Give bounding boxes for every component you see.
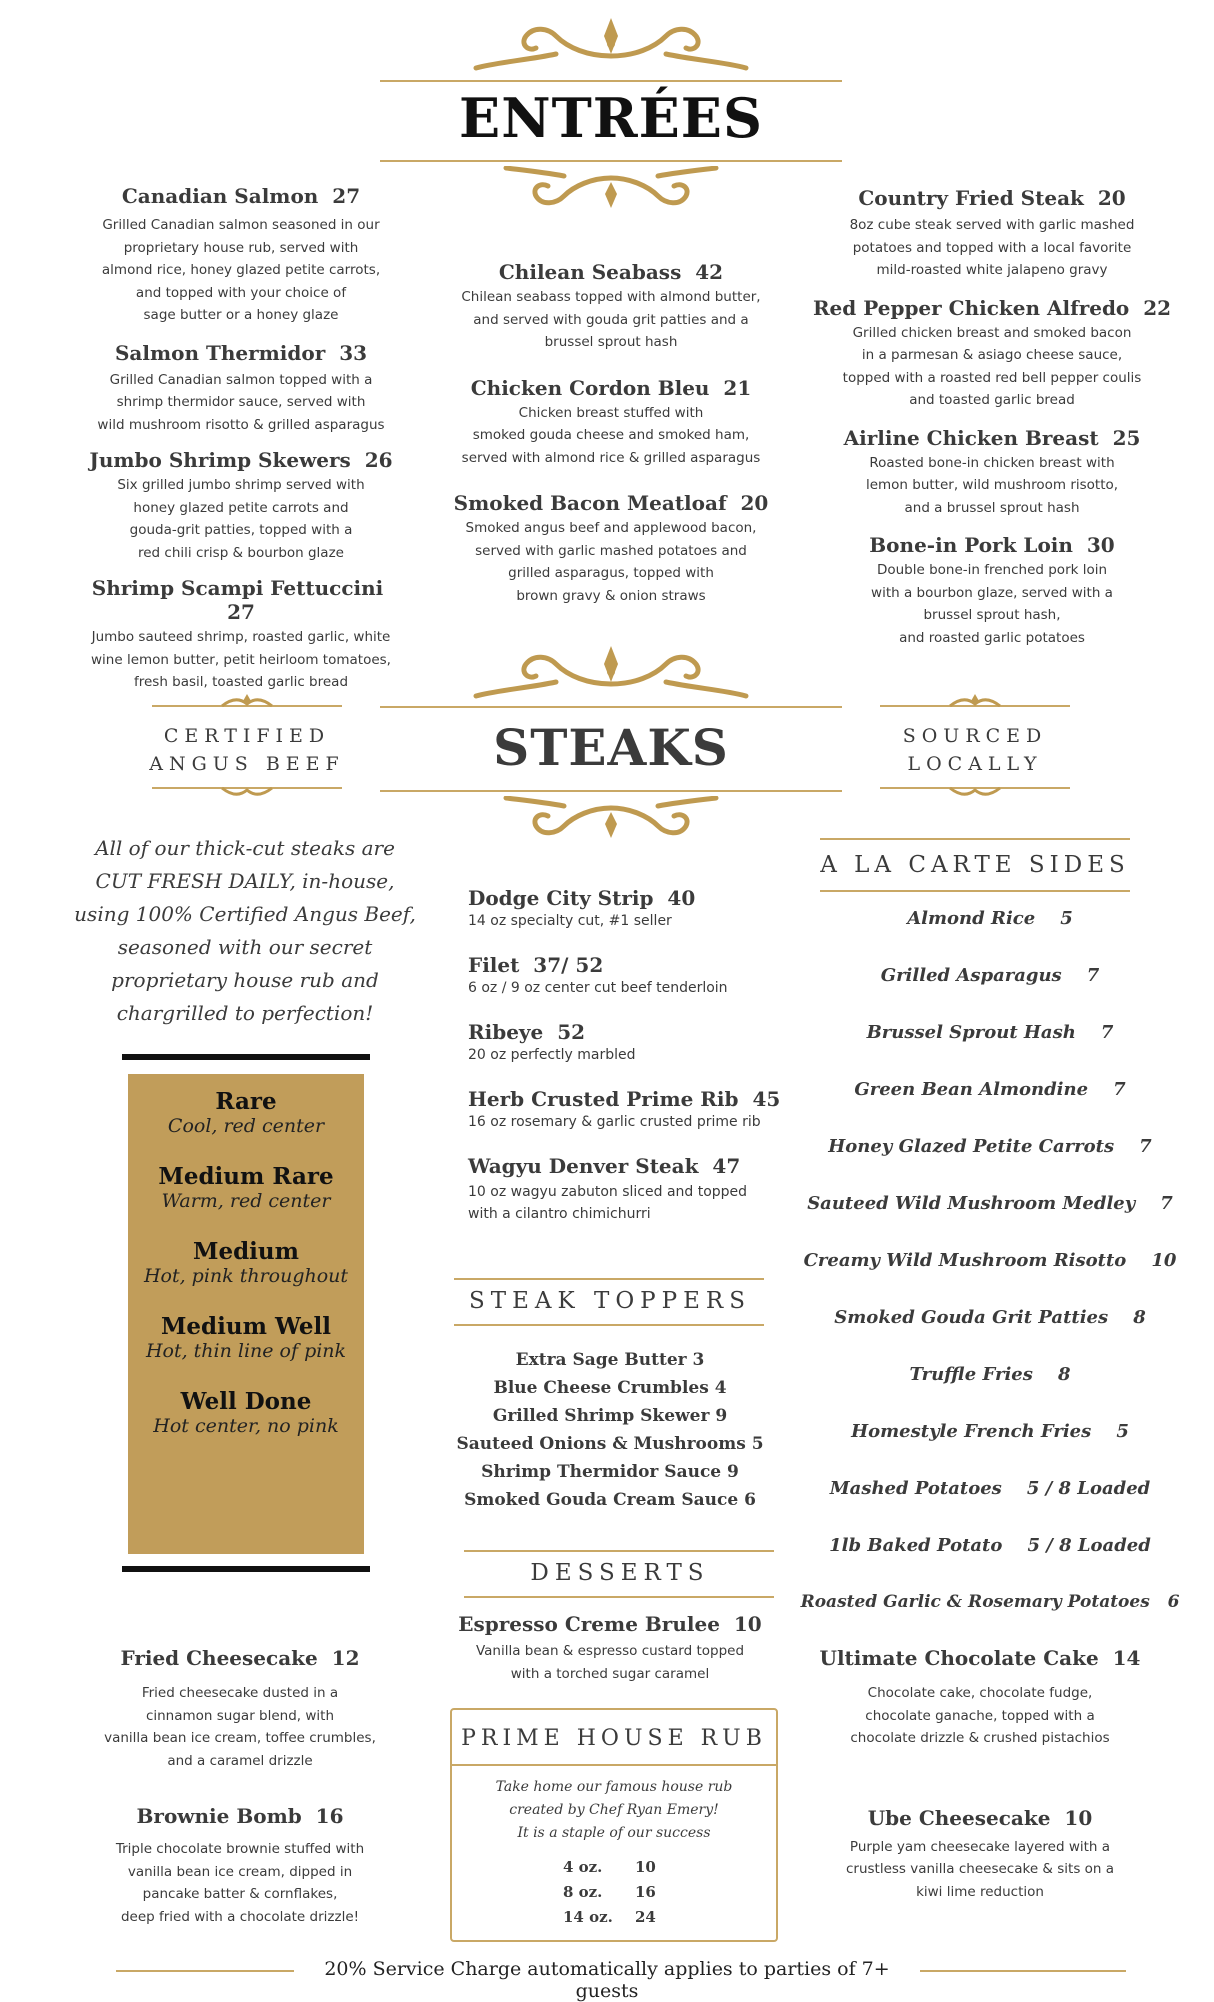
intro-line: using 100% Certified Angus Beef, bbox=[74, 902, 416, 926]
entree-desc-line: gouda-grit patties, topped with a bbox=[129, 522, 353, 538]
entrees-heading: ENTRÉES bbox=[459, 86, 763, 150]
entree-desc-line: brussel sprout hash bbox=[544, 334, 678, 350]
side-price: 5 bbox=[1060, 908, 1073, 929]
side-item bbox=[790, 1079, 1190, 1136]
side-price: 7 bbox=[1100, 1022, 1114, 1043]
steak-name: Dodge City Strip bbox=[468, 886, 654, 910]
side-item bbox=[790, 1421, 1190, 1478]
dessert-desc-line: chocolate ganache, topped with a bbox=[865, 1707, 1095, 1724]
temp-desc: Hot, thin line of pink bbox=[145, 1340, 347, 1362]
temp-item bbox=[128, 1163, 364, 1212]
steak-desc: 6 oz / 9 oz center cut beef tenderloin bbox=[468, 980, 728, 996]
dessert-desc-line: crustless vanilla cheesecake & sits on a bbox=[845, 1861, 1115, 1877]
steak-item bbox=[468, 1087, 788, 1130]
side-name: Smoked Gouda Grit Patties bbox=[834, 1307, 1109, 1328]
entree-item bbox=[80, 341, 402, 437]
entree-item bbox=[446, 260, 776, 354]
badge-right-ornament-bottom-icon bbox=[880, 786, 1070, 800]
rub-size-row bbox=[452, 1855, 776, 1880]
entree-price: 42 bbox=[695, 260, 724, 284]
entree-item bbox=[812, 426, 1172, 520]
dessert-desc-line: vanilla bean ice cream, dipped in bbox=[127, 1863, 353, 1880]
steaks-intro bbox=[70, 832, 420, 1030]
ornament-steaks-bottom-icon bbox=[502, 796, 720, 842]
entree-desc-line: sage butter or a honey glaze bbox=[143, 307, 339, 323]
rub-price: 10 bbox=[635, 1858, 656, 1876]
side-name: Almond Rice bbox=[907, 908, 1036, 929]
rub-size: 4 oz. bbox=[563, 1858, 603, 1876]
side-price: 8 bbox=[1133, 1307, 1146, 1328]
entree-desc-line: Double bone-in frenched pork loin bbox=[876, 562, 1108, 578]
side-price: 7 bbox=[1160, 1193, 1173, 1214]
entree-desc-line: in a parmesan & asiago cheese sauce, bbox=[861, 347, 1123, 363]
rub-size: 8 oz. bbox=[563, 1883, 603, 1901]
entree-desc-line: wild mushroom risotto & grilled asparagus bbox=[97, 416, 385, 433]
entree-desc-line: smoked gouda cheese and smoked ham, bbox=[472, 427, 750, 443]
entrees-right-column bbox=[812, 186, 1172, 649]
rub-line: Take home our famous house rub bbox=[495, 1779, 733, 1795]
entree-desc-line: mild-roasted white jalapeno gravy bbox=[876, 262, 1108, 278]
ornament-bottom-icon bbox=[502, 166, 720, 212]
side-price: 5 / 8 Loaded bbox=[1026, 1478, 1151, 1499]
intro-line: chargrilled to perfection! bbox=[116, 1001, 374, 1025]
rub-price: 24 bbox=[635, 1908, 656, 1926]
badge-line: CERTIFIED bbox=[163, 725, 331, 747]
entree-name: Shrimp Scampi Fettuccini bbox=[91, 576, 384, 600]
toppers-bottom-rule bbox=[454, 1324, 764, 1326]
steak-name: Filet bbox=[468, 953, 520, 977]
steak-desc: 10 oz wagyu zabuton sliced and topped with a cilantro chimichurri bbox=[468, 1184, 748, 1222]
entree-desc-line: topped with a roasted red bell pepper coulis bbox=[842, 369, 1142, 386]
side-item bbox=[790, 1592, 1190, 1649]
dessert-desc-line: vanilla bean ice cream, toffee crumbles, bbox=[104, 1730, 376, 1746]
side-price: 8 bbox=[1057, 1364, 1071, 1385]
entree-desc-line: Six grilled jumbo shrimp served with bbox=[117, 477, 365, 493]
desserts-bottom-rule bbox=[464, 1596, 774, 1598]
side-name: Mashed Potatoes bbox=[829, 1478, 1002, 1499]
side-price: 7 bbox=[1113, 1079, 1126, 1100]
entree-desc-line: wine lemon butter, petit heirloom tomatoes, bbox=[91, 651, 391, 668]
entree-name: Airline Chicken Breast bbox=[843, 425, 1099, 450]
topper-item: Shrimp Thermidor Sauce 9 bbox=[481, 1462, 739, 1482]
steak-price: 40 bbox=[667, 886, 696, 910]
dessert-desc-line: cinnamon sugar blend, with bbox=[145, 1707, 335, 1724]
steak-name: Herb Crusted Prime Rib bbox=[468, 1087, 739, 1111]
side-name: Grilled Asparagus bbox=[880, 965, 1062, 986]
entree-desc-line: Smoked angus beef and applewood bacon, bbox=[465, 520, 757, 536]
entree-desc-line: red chili crisp & bourbon glaze bbox=[138, 544, 344, 561]
footer-rule-right bbox=[920, 1970, 1126, 1972]
steak-item bbox=[468, 886, 788, 929]
temp-item bbox=[128, 1088, 364, 1137]
house-rub-heading: PRIME HOUSE RUB bbox=[452, 1710, 776, 1766]
badge-line: ANGUS BEEF bbox=[149, 753, 345, 775]
side-item bbox=[790, 1193, 1190, 1250]
dessert-price: 14 bbox=[1112, 1646, 1141, 1670]
temp-item bbox=[128, 1388, 364, 1437]
badge-left-ornament-icon bbox=[152, 694, 342, 708]
temp-name: Well Done bbox=[180, 1388, 312, 1415]
dessert-desc-line: Vanilla bean & espresso custard topped bbox=[475, 1643, 745, 1659]
entree-desc-line: Chilean seabass topped with almond butter, bbox=[461, 289, 761, 305]
steak-item bbox=[468, 1020, 788, 1063]
dessert-desc-line: and a caramel drizzle bbox=[167, 1752, 313, 1769]
entree-desc-line: grilled asparagus, topped with bbox=[508, 565, 714, 581]
side-item bbox=[790, 1535, 1190, 1592]
steak-price: 47 bbox=[712, 1154, 741, 1178]
entree-desc-line: Grilled Canadian salmon seasoned in our bbox=[102, 217, 380, 233]
entree-desc-line: and served with gouda grit patties and a bbox=[473, 311, 749, 328]
entree-name: Salmon Thermidor bbox=[114, 340, 326, 365]
entree-price: 30 bbox=[1086, 533, 1115, 557]
entree-name: Bone-in Pork Loin bbox=[869, 533, 1073, 557]
entree-price: 26 bbox=[364, 448, 393, 472]
entree-desc-line: fresh basil, toasted garlic bread bbox=[133, 674, 349, 690]
entree-item bbox=[812, 296, 1172, 412]
entree-price: 27 bbox=[332, 184, 361, 208]
entree-item bbox=[812, 533, 1172, 649]
rub-size: 14 oz. bbox=[563, 1908, 613, 1926]
badge-certified bbox=[140, 722, 354, 778]
steak-price: 52 bbox=[557, 1020, 586, 1044]
side-name: Green Bean Almondine bbox=[854, 1079, 1089, 1100]
badge-line: SOURCED bbox=[902, 725, 1048, 747]
side-name: Roasted Garlic & Rosemary Potatoes bbox=[800, 1592, 1150, 1612]
dessert-name: Brownie Bomb bbox=[136, 1804, 302, 1828]
dessert-desc-line: pancake batter & cornflakes, bbox=[142, 1886, 338, 1902]
dessert-name: Fried Cheesecake bbox=[120, 1646, 318, 1670]
steak-desc: 20 oz perfectly marbled bbox=[468, 1047, 636, 1063]
entree-item bbox=[446, 376, 776, 470]
side-item bbox=[790, 1307, 1190, 1364]
side-item bbox=[790, 908, 1190, 965]
topper-item: Extra Sage Butter 3 bbox=[515, 1350, 705, 1370]
steak-name: Wagyu Denver Steak bbox=[468, 1154, 699, 1178]
entree-desc-line: 8oz cube steak served with garlic mashed bbox=[849, 217, 1135, 233]
rub-price: 16 bbox=[635, 1883, 656, 1901]
rub-line: created by Chef Ryan Emery! bbox=[509, 1802, 719, 1818]
side-name: Creamy Wild Mushroom Risotto bbox=[803, 1250, 1127, 1271]
dessert-desc-line: Triple chocolate brownie stuffed with bbox=[115, 1841, 365, 1857]
desserts-right-column bbox=[810, 1646, 1150, 1903]
entree-name: Country Fried Steak bbox=[858, 186, 1084, 210]
entrees-left-column bbox=[80, 184, 402, 694]
rub-size-row bbox=[452, 1905, 776, 1930]
entree-price: 20 bbox=[1097, 186, 1126, 210]
steak-item bbox=[468, 1154, 788, 1225]
topper-item: Blue Cheese Crumbles 4 bbox=[493, 1378, 727, 1398]
side-price: 5 bbox=[1116, 1421, 1129, 1442]
entree-price: 21 bbox=[723, 375, 752, 400]
entree-desc-line: brussel sprout hash, bbox=[923, 607, 1061, 623]
toppers-heading: STEAK TOPPERS bbox=[468, 1288, 751, 1314]
rub-sizes bbox=[452, 1855, 776, 1930]
temp-bar-bottom bbox=[122, 1566, 370, 1572]
topper-item: Sauteed Onions & Mushrooms 5 bbox=[456, 1434, 764, 1454]
entree-name: Red Pepper Chicken Alfredo bbox=[812, 295, 1130, 320]
entrees-top-rule bbox=[380, 80, 842, 82]
entree-desc-line: and toasted garlic bread bbox=[909, 392, 1075, 408]
dessert-desc-line: Chocolate cake, chocolate fudge, bbox=[867, 1685, 1093, 1701]
entree-item bbox=[446, 491, 776, 607]
side-item bbox=[790, 1364, 1190, 1421]
temp-name: Medium bbox=[193, 1238, 299, 1265]
dessert-desc-line: Fried cheesecake dusted in a bbox=[141, 1685, 339, 1701]
ornament-steaks-top-icon bbox=[468, 642, 754, 702]
entree-desc-line: and topped with your choice of bbox=[135, 284, 347, 301]
steak-list bbox=[468, 886, 788, 1225]
entree-desc-line: brown gravy & onion straws bbox=[516, 587, 706, 604]
side-price: 5 / 8 Loaded bbox=[1027, 1535, 1151, 1556]
dessert-item bbox=[810, 1806, 1150, 1904]
dessert-item bbox=[70, 1646, 410, 1772]
dessert-price: 10 bbox=[1064, 1805, 1093, 1830]
entree-name: Smoked Bacon Meatloaf bbox=[453, 491, 727, 515]
entree-desc-line: shrimp thermidor sauce, served with bbox=[116, 394, 366, 410]
steak-price: 45 bbox=[752, 1087, 781, 1111]
temp-desc: Warm, red center bbox=[161, 1190, 331, 1212]
temp-item bbox=[128, 1313, 364, 1362]
temp-bar-top bbox=[122, 1054, 370, 1060]
dessert-price: 10 bbox=[733, 1612, 762, 1636]
entree-item bbox=[80, 184, 402, 327]
dessert-desc-line: Purple yam cheesecake layered with a bbox=[849, 1838, 1111, 1855]
dessert-desc-line: deep fried with a chocolate drizzle! bbox=[120, 1908, 360, 1925]
sides-heading: A LA CARTE SIDES bbox=[820, 852, 1130, 878]
dessert-item bbox=[70, 1804, 410, 1928]
house-rub-box bbox=[450, 1708, 778, 1942]
desserts-heading: DESSERTS bbox=[530, 1560, 710, 1586]
entree-price: 20 bbox=[740, 491, 769, 515]
rub-line: It is a staple of our success bbox=[517, 1825, 711, 1841]
dessert-item bbox=[440, 1612, 780, 1685]
entree-desc-line: honey glazed petite carrots and bbox=[133, 499, 349, 516]
entree-price: 33 bbox=[339, 340, 368, 365]
steaks-bottom-rule bbox=[380, 790, 842, 792]
side-name: Brussel Sprout Hash bbox=[866, 1022, 1076, 1043]
entree-desc-line: Grilled chicken breast and smoked bacon bbox=[852, 324, 1132, 341]
entree-desc-line: served with garlic mashed potatoes and bbox=[475, 542, 747, 559]
entree-name: Jumbo Shrimp Skewers bbox=[89, 448, 351, 472]
side-price: 10 bbox=[1151, 1250, 1177, 1271]
side-name: Honey Glazed Petite Carrots bbox=[828, 1136, 1115, 1157]
dessert-desc-line: chocolate drizzle & crushed pistachios bbox=[850, 1730, 1110, 1746]
side-price: 7 bbox=[1086, 965, 1100, 986]
sides-bottom-rule bbox=[820, 890, 1130, 892]
entree-desc-line: Grilled Canadian salmon topped with a bbox=[109, 371, 373, 388]
side-item bbox=[790, 1022, 1190, 1079]
entree-item bbox=[80, 448, 402, 564]
entree-name: Chicken Cordon Bleu bbox=[470, 375, 710, 400]
entree-desc-line: and a brussel sprout hash bbox=[904, 499, 1080, 516]
entree-name: Canadian Salmon bbox=[121, 184, 319, 208]
temp-desc: Cool, red center bbox=[167, 1115, 325, 1137]
side-name: Homestyle French Fries bbox=[851, 1421, 1092, 1442]
side-name: 1lb Baked Potato bbox=[829, 1535, 1003, 1556]
steaks-top-rule bbox=[380, 706, 842, 708]
badge-right-ornament-icon bbox=[880, 694, 1070, 708]
dessert-desc-line: kiwi lime reduction bbox=[916, 1883, 1044, 1900]
topper-item: Smoked Gouda Cream Sauce 6 bbox=[464, 1490, 756, 1510]
entrees-middle-column bbox=[446, 260, 776, 607]
entree-desc-line: almond rice, honey glazed petite carrots, bbox=[101, 262, 381, 278]
side-item bbox=[790, 1478, 1190, 1535]
temp-name: Rare bbox=[215, 1088, 277, 1115]
dessert-price: 16 bbox=[315, 1804, 344, 1828]
steak-item bbox=[468, 953, 788, 996]
dessert-price: 12 bbox=[331, 1646, 360, 1670]
badge-left-ornament-bottom-icon bbox=[152, 786, 342, 800]
steak-price: 37/ 52 bbox=[533, 953, 604, 977]
dessert-name: Espresso Creme Brulee bbox=[458, 1612, 720, 1636]
entree-price: 22 bbox=[1143, 295, 1172, 320]
entree-price: 25 bbox=[1112, 425, 1141, 450]
dessert-name: Ultimate Chocolate Cake bbox=[819, 1646, 1099, 1670]
intro-line: CUT FRESH DAILY, in-house, bbox=[95, 869, 395, 893]
side-price: 7 bbox=[1139, 1136, 1152, 1157]
intro-line: proprietary house rub and bbox=[111, 968, 379, 992]
intro-line: All of our thick-cut steaks are bbox=[95, 836, 395, 860]
footer-rule-left bbox=[116, 1970, 294, 1972]
entrees-bottom-rule bbox=[380, 160, 842, 162]
desserts-top-rule bbox=[464, 1550, 774, 1552]
side-name: Sauteed Wild Mushroom Medley bbox=[807, 1193, 1136, 1214]
entree-desc-line: served with almond rice & grilled asparagus bbox=[461, 449, 761, 466]
temp-name: Medium Well bbox=[160, 1313, 332, 1340]
side-item bbox=[790, 1136, 1190, 1193]
badge-sourced bbox=[866, 722, 1084, 778]
side-name: Truffle Fries bbox=[909, 1364, 1033, 1385]
temp-name: Medium Rare bbox=[158, 1163, 334, 1190]
entree-item bbox=[80, 576, 402, 694]
temperature-panel bbox=[128, 1074, 364, 1554]
steak-name: Ribeye bbox=[468, 1020, 544, 1044]
entree-desc-line: with a bourbon glaze, served with a bbox=[871, 584, 1113, 601]
entree-desc-line: lemon butter, wild mushroom risotto, bbox=[865, 477, 1119, 493]
entree-desc-line: proprietary house rub, served with bbox=[123, 239, 359, 256]
entree-desc-line: potatoes and topped with a local favorite bbox=[852, 239, 1132, 256]
dessert-desc-line: with a torched sugar caramel bbox=[510, 1665, 710, 1682]
side-price: 6 bbox=[1167, 1592, 1180, 1612]
side-item bbox=[790, 965, 1190, 1022]
entree-desc-line: Roasted bone-in chicken breast with bbox=[869, 454, 1115, 471]
dessert-item bbox=[810, 1646, 1150, 1750]
steaks-heading: STEAKS bbox=[493, 718, 729, 777]
sides-list bbox=[790, 908, 1190, 1649]
entree-desc-line: and roasted garlic potatoes bbox=[899, 629, 1085, 646]
temp-desc: Hot, pink throughout bbox=[143, 1265, 349, 1287]
badge-line: LOCALLY bbox=[907, 753, 1043, 775]
side-item bbox=[790, 1250, 1190, 1307]
entree-price: 27 bbox=[227, 600, 255, 624]
temp-desc: Hot center, no pink bbox=[153, 1415, 339, 1437]
entree-desc-line: Chicken breast stuffed with bbox=[518, 404, 704, 421]
steak-desc: 16 oz rosemary & garlic crusted prime rib bbox=[468, 1114, 761, 1130]
intro-line: seasoned with our secret bbox=[117, 935, 373, 959]
steak-desc: 14 oz specialty cut, #1 seller bbox=[468, 913, 672, 929]
desserts-left-column bbox=[70, 1646, 410, 1928]
toppers-top-rule bbox=[454, 1278, 764, 1280]
entree-desc-line: Jumbo sauteed shrimp, roasted garlic, white bbox=[91, 629, 391, 645]
rub-size-row bbox=[452, 1880, 776, 1905]
temp-item bbox=[128, 1238, 364, 1287]
entree-name: Chilean Seabass bbox=[498, 260, 682, 284]
sides-top-rule bbox=[820, 838, 1130, 840]
footer-service-charge: 20% Service Charge automatically applies to parties of 7+ guests bbox=[324, 1958, 890, 2002]
dessert-name: Ube Cheesecake bbox=[867, 1805, 1051, 1830]
toppers-list bbox=[440, 1346, 780, 1514]
ornament-top-icon bbox=[468, 14, 754, 74]
entree-item bbox=[812, 186, 1172, 282]
topper-item: Grilled Shrimp Skewer 9 bbox=[492, 1406, 728, 1426]
